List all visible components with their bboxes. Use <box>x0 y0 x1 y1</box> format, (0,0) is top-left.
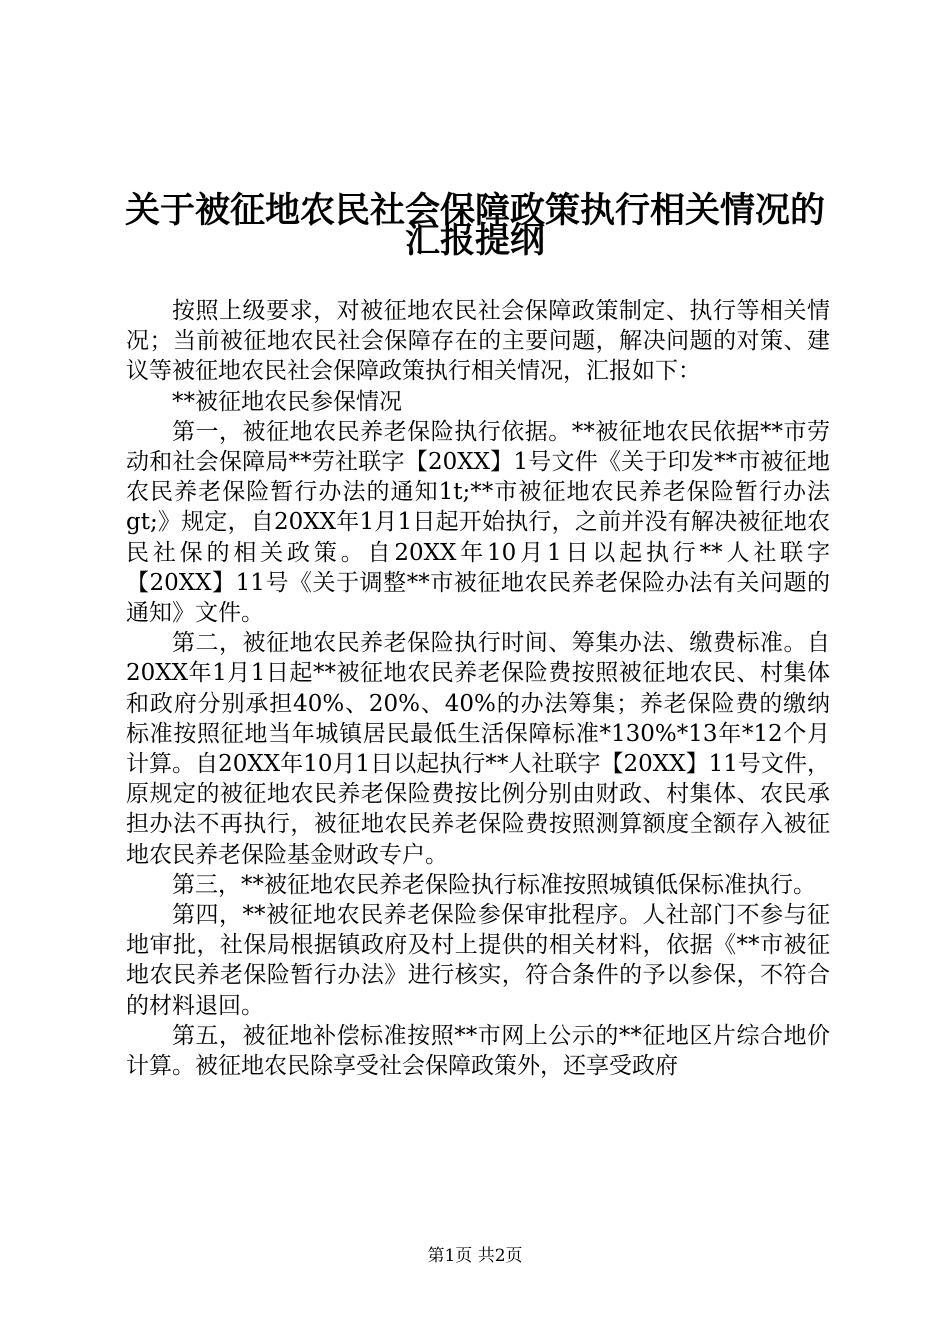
paragraph-fifth: 第五，被征地补偿标准按照**市网上公示的**征地区片综合地价计算。被征地农民除享受社会保障政策外，还享受政府 <box>126 1022 830 1080</box>
document-title-line-2: 汇报提纲 <box>404 221 545 261</box>
section-heading: **被征地农民参保情况 <box>172 388 402 415</box>
paragraph-third: 第三，**被征地农民养老保险执行标准按照城镇低保标准执行。 <box>172 871 816 898</box>
paragraph-first: 第一，被征地农民养老保险执行依据。**被征地农民依据**市劳动和社会保障局**劳社联字【20XX】1号文件《关于印发**市被征地农民养老保险暂行办法的通知1t;**市被征地农民养老保险暂行办法gt;》规定，自20XX年1月1日起开始执行，之前并没有解决被征地农民社保的相关政策。自20XX年10月1日以起执行**人社联字【20XX】11号《关于调整**市被征地农民养老保险办法有关问题的通知》文件。 <box>126 418 830 627</box>
document-title-line-1: 关于被征地农民社会保障政策执行相关情况的 <box>124 191 825 231</box>
paragraph-fourth: 第四，**被征地农民养老保险参保审批程序。人社部门不参与征地审批，社保局根据镇政府及村上提供的相关材料，依据《**市被征地农民养老保险暂行办法》进行核实，符合条件的予以参保，不符合的材料退回。 <box>126 902 830 1019</box>
page-number-footer: 第1页 共2页 <box>427 1246 523 1266</box>
paragraph-intro: 按照上级要求，对被征地农民社会保障政策制定、执行等相关情况；当前被征地农民社会保障存在的主要问题，解决问题的对策、建议等被征地农民社会保障政策执行相关情况，汇报如下： <box>126 298 830 385</box>
paragraph-second: 第二，被征地农民养老保险执行时间、筹集办法、缴费标准。自20XX年1月1日起**被征地农民养老保险费按照被征地农民、村集体和政府分别承担40%、20%、40%的办法筹集；养老保险费的缴纳标准按照征地当年城镇居民最低生活保障标准*130%*13年*12个月计算。自20XX年10月1日以起执行**人社联字【20XX】11号文件，原规定的被征地农民养老保险费按比例分别由财政、村集体、农民承担办法不再执行，被征地农民养老保险费按照测算额度全额存入被征地农民养老保险基金财政专户。 <box>126 630 830 868</box>
document-body <box>126 296 830 1081</box>
